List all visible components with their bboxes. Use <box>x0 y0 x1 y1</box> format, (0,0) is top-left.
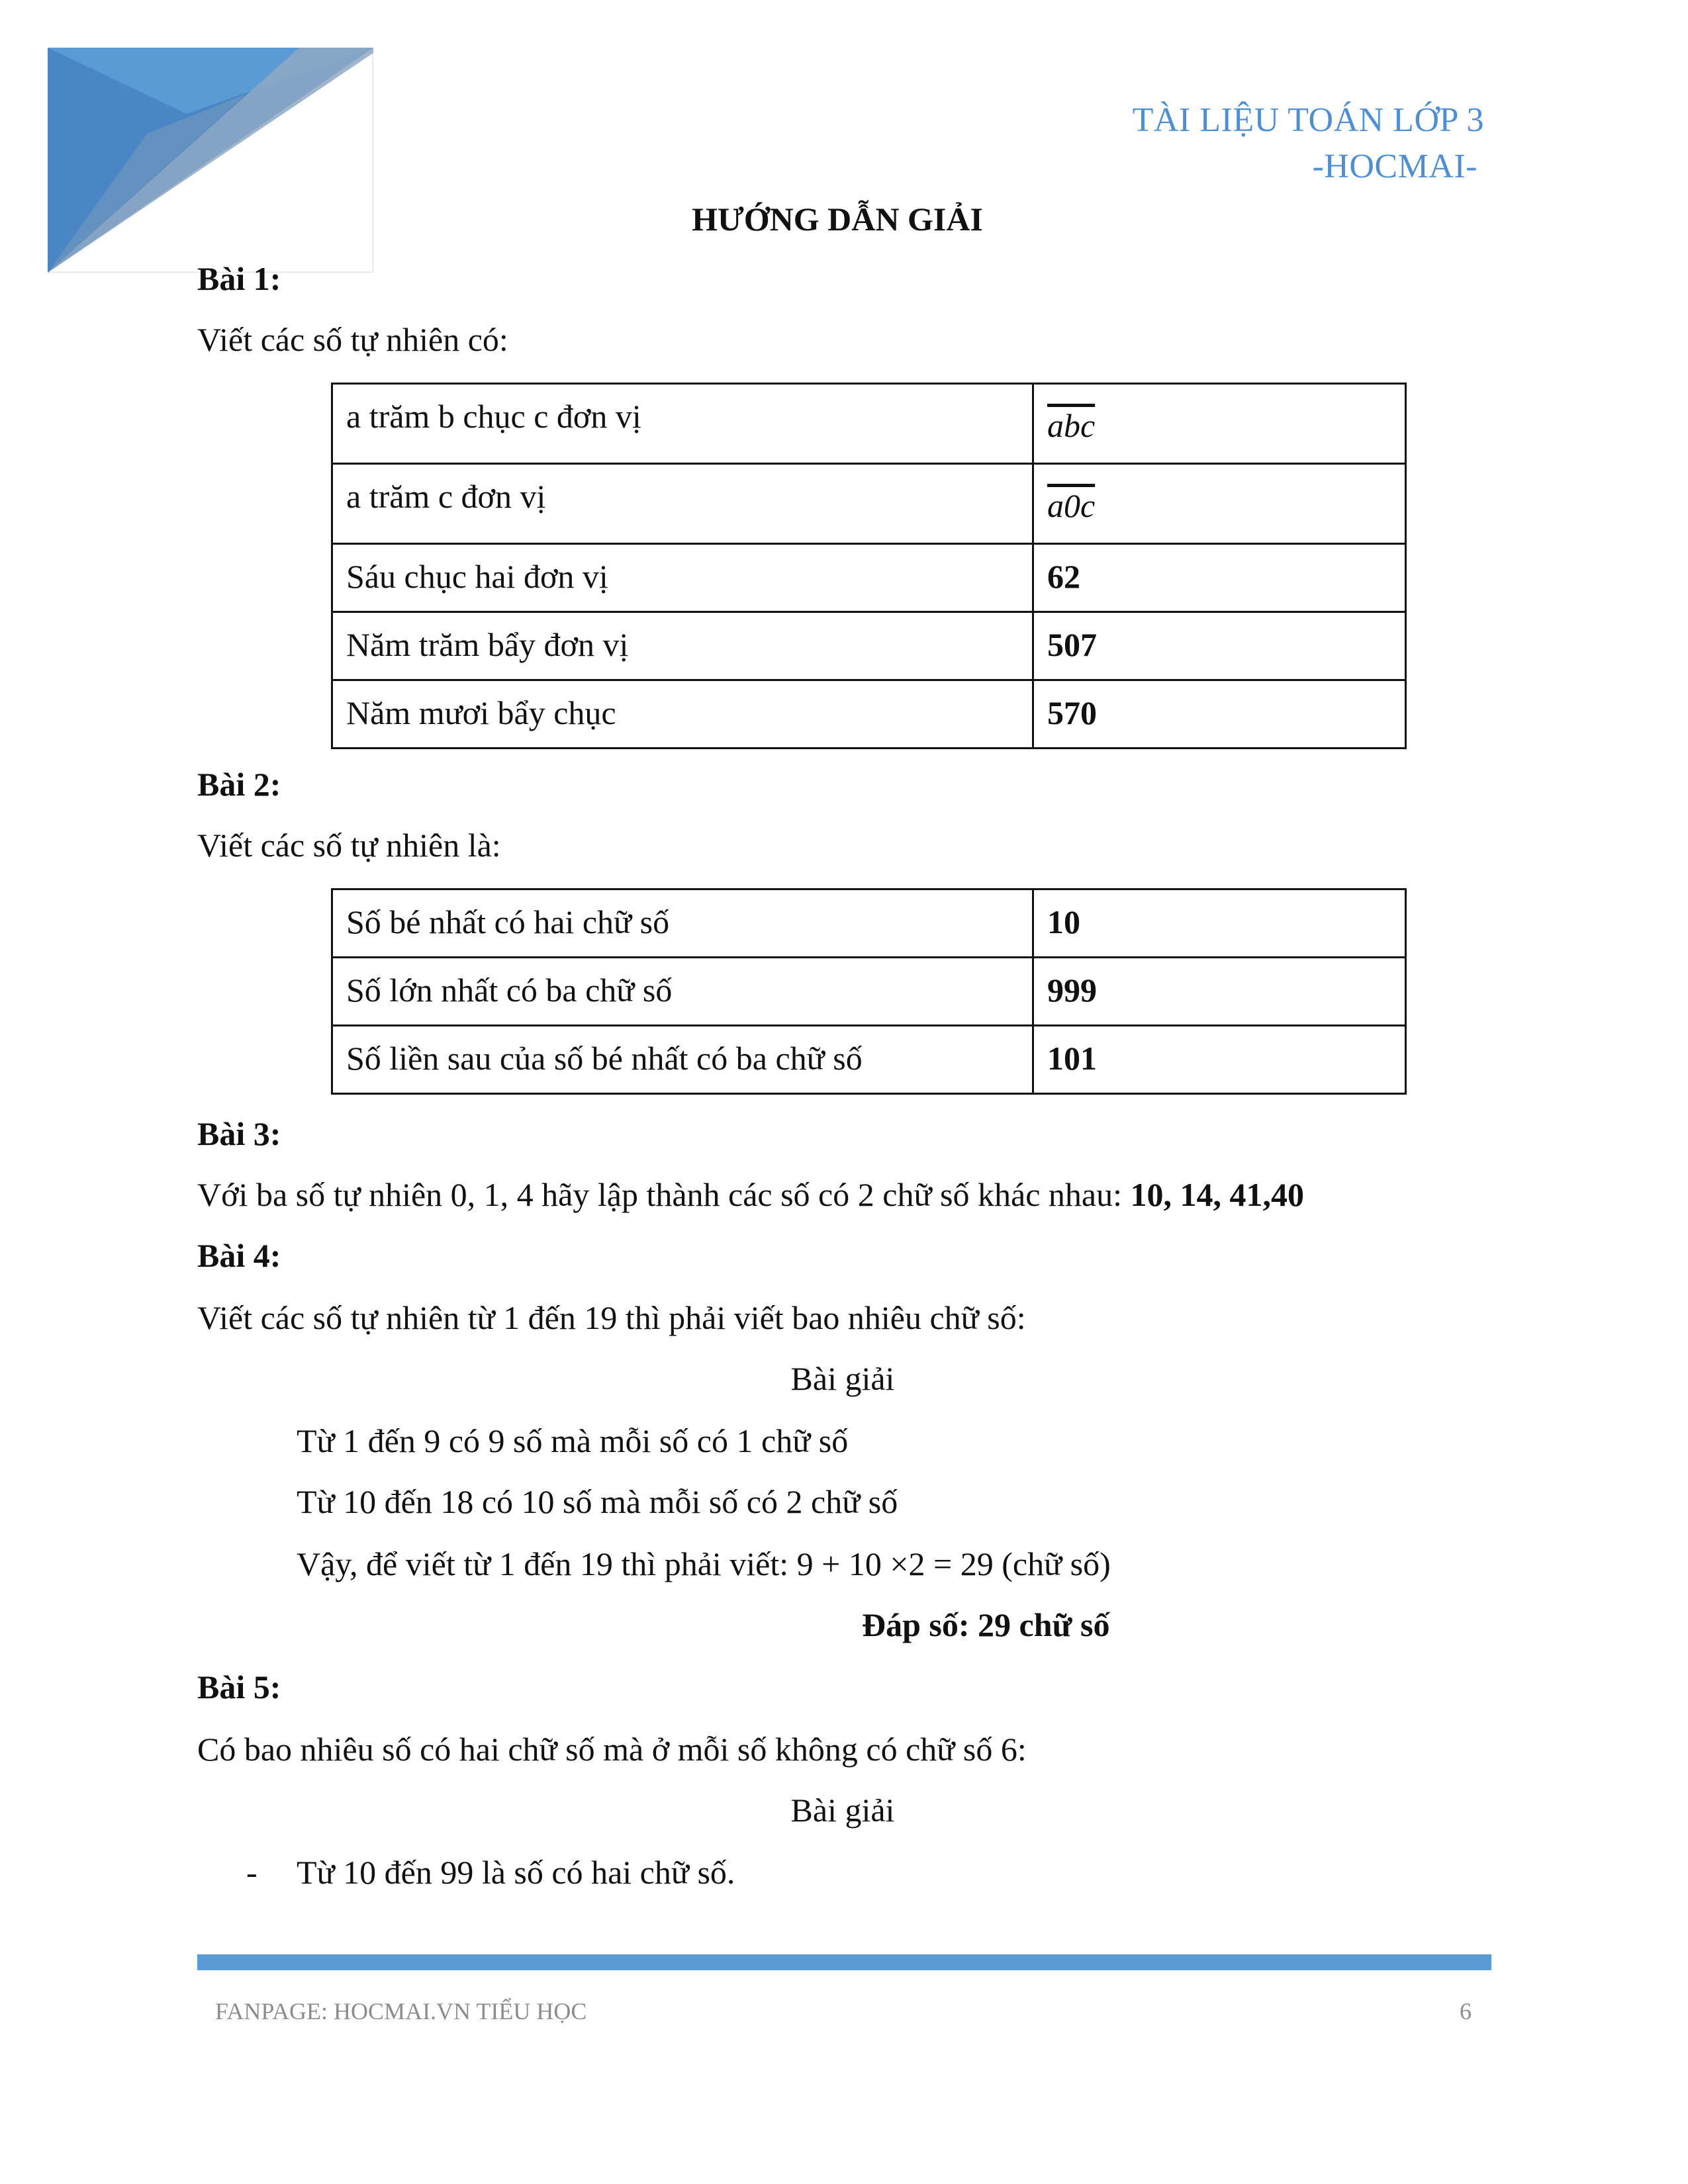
overline-number: a0c <box>1047 487 1096 524</box>
table-row <box>332 889 1406 958</box>
bai1-table <box>331 383 1407 749</box>
bai4-step: Vậy, để viết từ 1 đến 19 thì phải viết: 9 + 10 ×2 = 29 (chữ số) <box>297 1545 1111 1582</box>
bai5-prompt: Có bao nhiêu số có hai chữ số mà ở mỗi số không có chữ số 6: <box>197 1731 1027 1768</box>
bullet-dash: - <box>246 1854 258 1891</box>
table-cell-desc: a trăm c đơn vị <box>332 464 1033 544</box>
bai3-prompt-line <box>197 1175 1304 1214</box>
bai4-answer: Đáp số: 29 chữ số <box>862 1606 1110 1643</box>
table-row <box>332 544 1406 612</box>
bai2-label: Bài 2: <box>197 766 281 803</box>
bai4-solution-title: Bài giải <box>790 1360 895 1397</box>
table-cell-value: 62 <box>1033 544 1406 612</box>
table-row <box>332 612 1406 680</box>
page-number: 6 <box>1460 1998 1472 2025</box>
table-cell-desc: Sáu chục hai đơn vị <box>332 544 1033 612</box>
table-cell-desc: Số liền sau của số bé nhất có ba chữ số <box>332 1026 1033 1094</box>
bai5-label: Bài 5: <box>197 1668 281 1706</box>
bai3-answer: 10, 14, 41,40 <box>1130 1176 1304 1213</box>
bai3-label: Bài 3: <box>197 1115 281 1152</box>
bai1-label: Bài 1: <box>197 260 281 297</box>
table-cell-value <box>1033 464 1406 544</box>
table-row <box>332 464 1406 544</box>
table-cell-value: 507 <box>1033 612 1406 680</box>
footer-divider-bar <box>197 1954 1491 1970</box>
table-cell-value: 10 <box>1033 889 1406 958</box>
table-cell-desc: Năm trăm bẩy đơn vị <box>332 612 1033 680</box>
bai4-step: Từ 1 đến 9 có 9 số mà mỗi số có 1 chữ số <box>297 1422 849 1459</box>
table-cell-desc: Số bé nhất có hai chữ số <box>332 889 1033 958</box>
bai5-solution-title: Bài giải <box>790 1792 895 1829</box>
doc-title: TÀI LIỆU TOÁN LỚP 3 <box>1132 101 1484 139</box>
footer-text: FANPAGE: HOCMAI.VN TIỂU HỌC <box>215 1998 587 2025</box>
bai3-prompt: Với ba số tự nhiên 0, 1, 4 hãy lập thành các số có 2 chữ số khác nhau: <box>197 1176 1131 1213</box>
table-row <box>332 680 1406 749</box>
bai2-table <box>331 888 1407 1095</box>
table-cell-value: 570 <box>1033 680 1406 749</box>
table-row <box>332 1026 1406 1094</box>
doc-subtitle: -HOCMAI- <box>1312 148 1477 185</box>
bai4-prompt: Viết các số tự nhiên từ 1 đến 19 thì phải viết bao nhiêu chữ số: <box>197 1299 1026 1336</box>
bai4-step: Từ 10 đến 18 có 10 số mà mỗi số có 2 chữ số <box>297 1483 898 1520</box>
table-cell-desc: a trăm b chục c đơn vị <box>332 384 1033 464</box>
bai4-label: Bài 4: <box>197 1237 281 1274</box>
table-row <box>332 958 1406 1026</box>
corner-logo-graphic <box>48 48 373 273</box>
table-cell-desc: Số lớn nhất có ba chữ số <box>332 958 1033 1026</box>
table-cell-value <box>1033 384 1406 464</box>
page-title: HƯỚNG DẪN GIẢI <box>692 201 983 238</box>
table-cell-value: 101 <box>1033 1026 1406 1094</box>
bai2-prompt: Viết các số tự nhiên là: <box>197 827 501 864</box>
overline-number: $\overline{abc}$ <box>1047 407 1096 444</box>
bai5-step: Từ 10 đến 99 là số có hai chữ số. <box>297 1854 735 1891</box>
table-cell-desc: Năm mươi bẩy chục <box>332 680 1033 749</box>
table-row <box>332 384 1406 464</box>
table-cell-value: 999 <box>1033 958 1406 1026</box>
bai1-prompt: Viết các số tự nhiên có: <box>197 321 508 358</box>
